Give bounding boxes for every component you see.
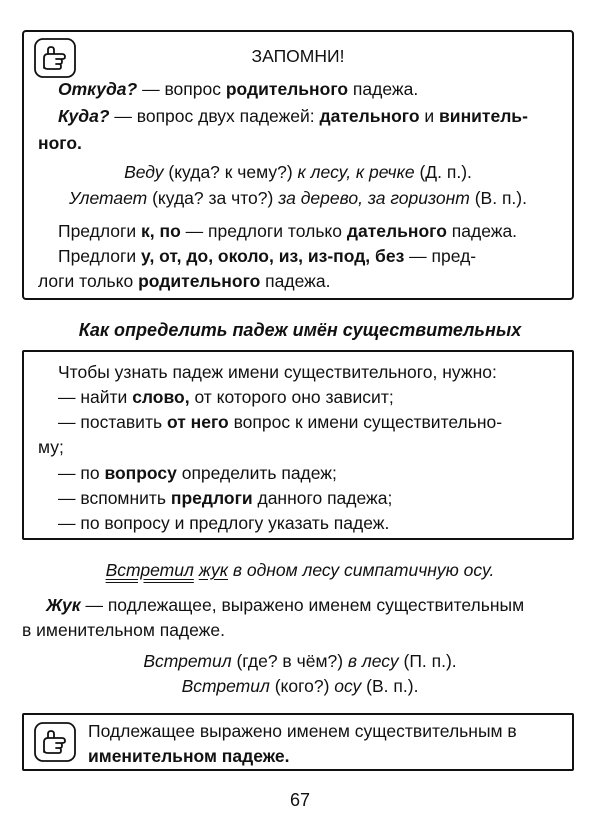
example-vstretil-gde: Встретил (где? в чём?) в лесу (П. п.). <box>143 651 457 671</box>
note-box <box>22 713 574 771</box>
rule-prepositions-genitive: Предлоги у, от, до, около, из, из-под, без — пред- <box>58 246 477 266</box>
rule-prepositions-dative: Предлоги к, по — предлоги только дательного падежа. <box>58 221 518 241</box>
example-vedu: Веду (куда? к чему?) к лесу, к речке (Д. п.). <box>124 162 472 182</box>
rule-otkuda: Откуда? — вопрос родительного падежа. <box>58 79 419 99</box>
remember-box <box>22 30 574 300</box>
remember-title: ЗАПОМНИ! <box>251 46 345 66</box>
example-sentence: Встретил жук в одном лесу симпатичную осу. <box>105 560 495 580</box>
steps-intro: Чтобы узнать падеж имени существительного, нужно: <box>58 362 497 382</box>
step-1: — найти слово, от которого оно зависит; <box>58 387 394 407</box>
page-number: 67 <box>289 790 311 810</box>
example-vstretil-kogo: Встретил (кого?) осу (В. п.). <box>181 676 419 696</box>
subject-explanation-cont: в именительном падеже. <box>22 620 225 640</box>
step-4: — вспомнить предлоги данного падежа; <box>58 488 393 508</box>
rule-kuda-cont: ного. <box>38 133 82 153</box>
pointing-hand-icon <box>34 722 76 762</box>
note-line-1: Подлежащее выражено именем существительным в <box>88 721 517 741</box>
subject-explanation: Жук — подлежащее, выражено именем существительным <box>46 595 525 615</box>
step-2: — поставить от него вопрос к имени существительно- <box>58 412 503 432</box>
step-5: — по вопросу и предлогу указать падеж. <box>58 513 390 533</box>
rule-prepositions-genitive-cont: логи только родительного падежа. <box>38 271 331 291</box>
steps-box <box>22 350 574 540</box>
section-title: Как определить падеж имён существительных <box>78 320 522 340</box>
step-2-cont: му; <box>38 437 64 457</box>
note-line-2: именительном падеже. <box>88 746 290 766</box>
rule-kuda: Куда? — вопрос двух падежей: дательного и винитель- <box>58 106 528 126</box>
step-3: — по вопросу определить падеж; <box>58 463 337 483</box>
example-uletaet: Улетает (куда? за что?) за дерево, за горизонт (В. п.). <box>69 188 527 208</box>
